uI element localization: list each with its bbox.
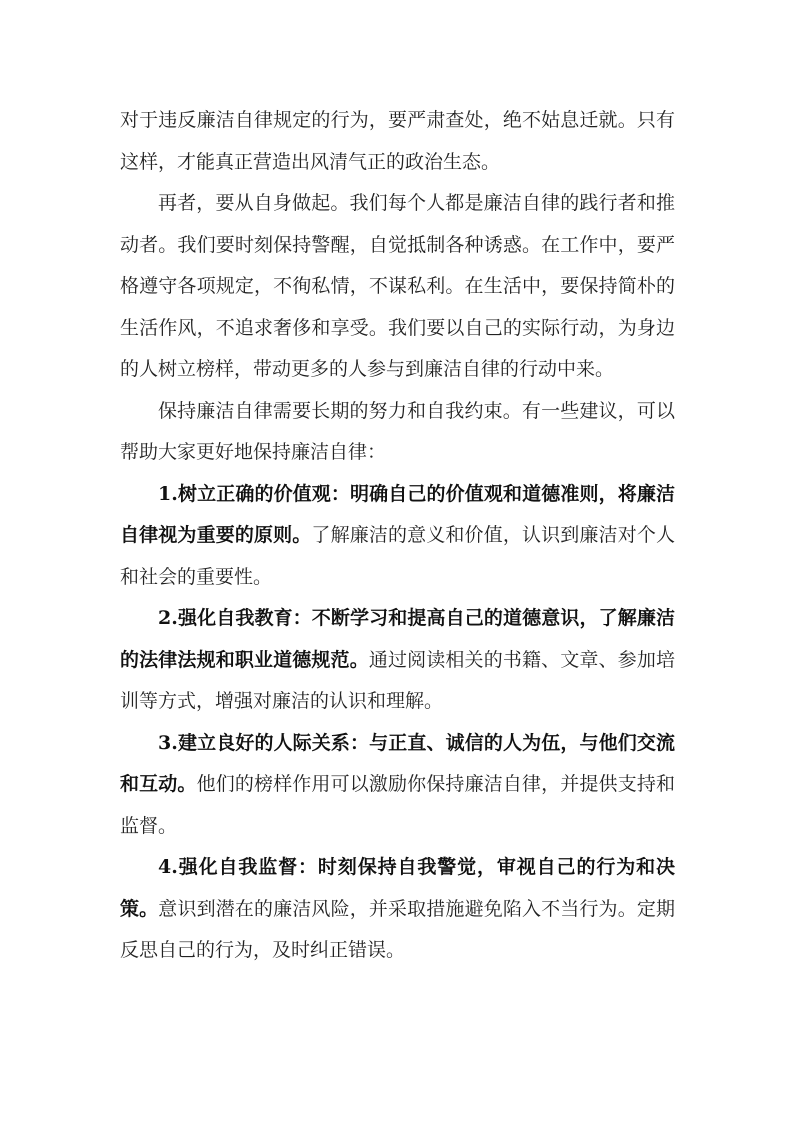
suggestion-heading: 4.强化自我监督：时刻保持自我警觉，审视自己的行为和决策。 [120,856,675,920]
paragraph-self-practice: 再者，要从自身做起。我们每个人都是廉洁自律的践行者和推动者。我们要时刻保持警醒，自觉抵制各种诱惑。在工作中，要严格遵守各项规定，不徇私情，不谋私利。在生活中，要保持简朴的生活作风，不追求奢侈和享受。我们要以自己的实际行动，为身边的人树立榜样，带动更多的人参与到廉洁自律的行动中来。 [120,192,675,380]
suggestion-body: 意识到潜在的廉洁风险，并采取措施避免陷入不当行为。定期反思自己的行为，及时纠正错误。 [120,897,675,961]
suggestion-item-values [120,474,675,599]
paragraph-suggestions-intro: 保持廉洁自律需要长期的努力和自我约束。有一些建议，可以帮助大家更好地保持廉洁自律： [120,399,675,463]
suggestion-heading: 2.强化自我教育：不断学习和提高自己的道德意识，了解廉洁的法律法规和职业道德规范。 [120,607,675,671]
suggestion-body: 通过阅读相关的书籍、文章、参加培训等方式，增强对廉洁的认识和理解。 [120,648,675,712]
suggestion-body: 他们的榜样作用可以激励你保持廉洁自律，并提供支持和监督。 [120,773,675,837]
suggestion-item-supervision [120,847,675,972]
suggestion-item-relationships [120,723,675,848]
suggestion-item-education [120,598,675,723]
document-body [120,100,675,972]
suggestion-body: 了解廉洁的意义和价值，认识到廉洁对个人和社会的重要性。 [120,524,675,588]
suggestion-heading: 1.树立正确的价值观：明确自己的价值观和道德准则，将廉洁自律视为重要的原则。 [120,482,675,546]
paragraph-continuation: 对于违反廉洁自律规定的行为，要严肃查处，绝不姑息迁就。只有这样，才能真正营造出风清气正的政治生态。 [120,109,675,173]
suggestion-heading: 3.建立良好的人际关系：与正直、诚信的人为伍，与他们交流和互动。 [120,731,675,795]
